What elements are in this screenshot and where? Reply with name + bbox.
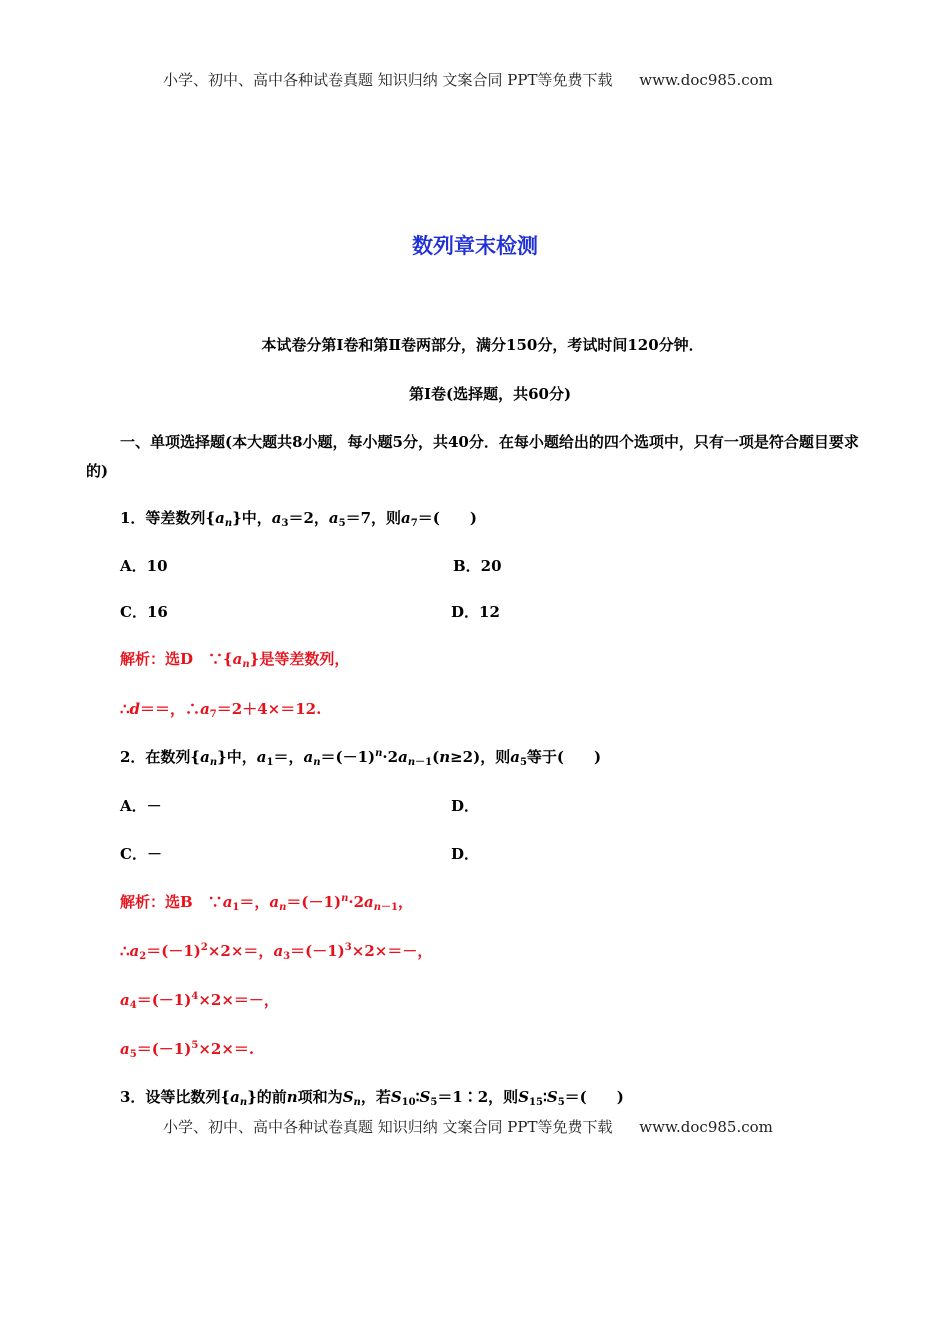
q1-solution-1: 解析：选D $\because\{a_n\}$是等差数列， (120, 650, 350, 670)
footer-url[interactable]: www.doc985.com (639, 1118, 773, 1136)
q2-option-d-2: D． (451, 845, 480, 863)
q2-solution-4: $a_5=(-1)^5\times 2\times=$. (120, 1040, 255, 1060)
page-header (163, 69, 773, 90)
section-heading: 一、单项选择题(本大题共8小题，每小题5分，共40分．在每小题给出的四个选项中，只有一项是符合题目要求的) (86, 433, 859, 480)
question-2: 2．在数列$\{a_n\}$中，$a_1=$，$a_n=(-1)^n\cdot 2a_{n-1}(n\ge 2)$，则$a_5$等于( ) (120, 748, 602, 768)
q2-solution-1: 解析：选B $\because a_1=$，$a_n=(-1)^n\cdot 2a_{n-1}$， (120, 893, 414, 913)
q1-option-c: C．16 (120, 603, 168, 621)
q2-solution-2: $\therefore a_2=(-1)^2\times 2\times=$，$a_3=(-1)^3\times 2\times=-$， (120, 942, 433, 962)
q1-solution-2: ∴d＝＝，$\therefore a_7=2+4\times=12$. (120, 700, 322, 720)
q2-option-a: A．－ (120, 797, 162, 815)
page-title: 数列章末检测 (412, 233, 538, 258)
part-heading: 第Ⅰ卷(选择题，共60分) (408, 385, 572, 403)
q2-solution-3: $a_4=(-1)^4\times 2\times=-$， (120, 991, 279, 1011)
header-text: 小学、初中、高中各种试卷真题 知识归纳 文案合同 PPT等免费下载 (163, 71, 613, 89)
q1-option-b: B．20 (453, 557, 502, 575)
header-url[interactable]: www.doc985.com (639, 71, 773, 89)
q2-option-d-1: D． (451, 797, 480, 815)
exam-intro: 本试卷分第Ⅰ卷和第Ⅱ卷两部分，满分150分，考试时间120分钟． (261, 336, 704, 354)
q1-option-a: A．10 (120, 557, 168, 575)
question-1: 1．等差数列$\{a_n\}$中，$a_3=2$，$a_5=7$，则$a_7=$( ) (120, 509, 477, 529)
page-footer (163, 1116, 773, 1137)
q2-option-c: C．－ (120, 845, 162, 863)
q1-option-d: D．12 (451, 603, 500, 621)
question-3: 3．设等比数列$\{a_n\}$的前n项和为$S_n$，若$S_{10}∶S_5=1∶2$，则$S_{15}∶S_5=$( ) (120, 1088, 624, 1108)
footer-text: 小学、初中、高中各种试卷真题 知识归纳 文案合同 PPT等免费下载 (163, 1118, 613, 1136)
